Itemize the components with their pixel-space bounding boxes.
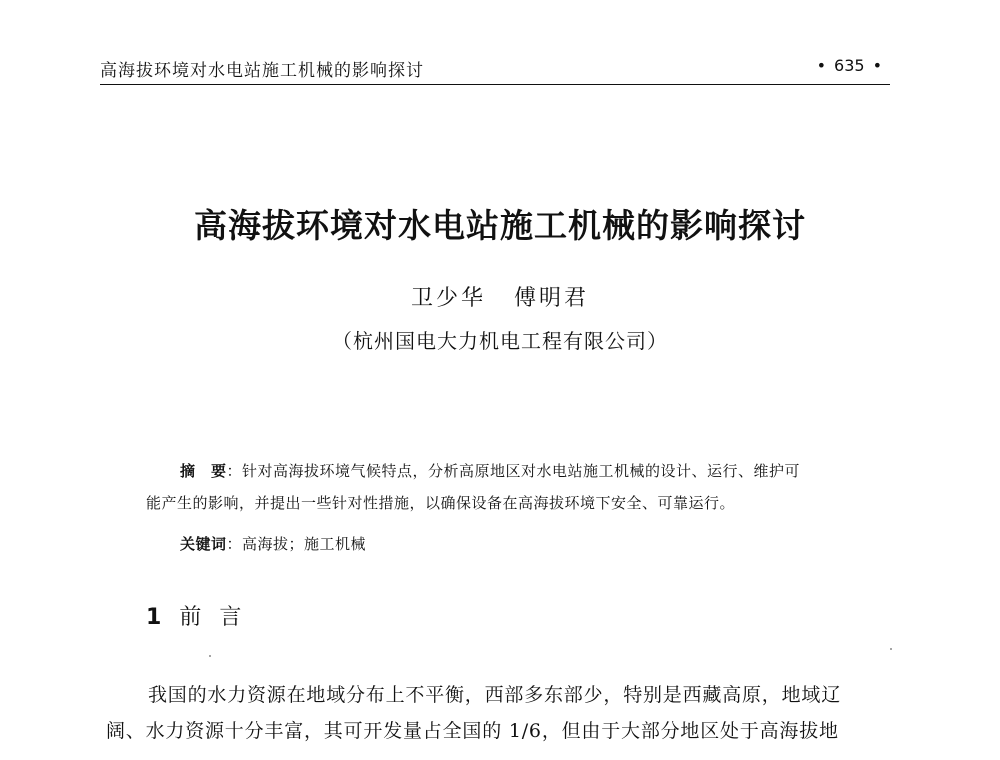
- author-1: 卫少华: [410, 286, 486, 311]
- article-title: 高海拔环境对水电站施工机械的影响探讨: [194, 206, 806, 245]
- running-header: [100, 56, 890, 82]
- page-dot-left: •: [816, 56, 827, 75]
- header-rule: [100, 84, 890, 85]
- page-dot-right: •: [872, 56, 882, 75]
- abstract-second-line: 能产生的影响，并提出一些针对性措施，以确保设备在高海拔环境下安全、可靠运行。: [146, 494, 736, 512]
- section-heading: [146, 600, 259, 631]
- keywords-label: 关键词: [180, 535, 227, 553]
- running-title: 高海拔环境对水电站施工机械的影响探讨: [100, 61, 424, 81]
- abstract-label: 摘 要: [180, 462, 227, 480]
- body-paragraph-line-1: 我国的水力资源在地域分布上不平衡，西部多东部少，特别是西藏高原，地域辽: [148, 684, 842, 706]
- scan-speck: [890, 648, 892, 650]
- keywords-line: [180, 533, 880, 554]
- section-number: 1: [146, 605, 162, 630]
- page-number-block: [809, 56, 890, 75]
- author-2: 傅明君: [514, 286, 590, 311]
- abstract-text-1: ：针对高海拔环境气候特点，分析高原地区对水电站施工机械的设计、运行、维护可: [226, 462, 801, 480]
- affiliation: （杭州国电大力机电工程有限公司）: [332, 329, 668, 353]
- abstract-first-line: [180, 460, 880, 481]
- scan-speck: [209, 655, 211, 657]
- section-title: 前言: [179, 605, 260, 630]
- page-number: 635: [834, 56, 865, 75]
- author-list: [0, 281, 1000, 312]
- keywords-text: ：高海拔；施工机械: [226, 535, 367, 553]
- body-paragraph-line-2: 阔、水力资源十分丰富，其可开发量占全国的 1/6，但由于大部分地区处于高海拔地: [106, 720, 839, 742]
